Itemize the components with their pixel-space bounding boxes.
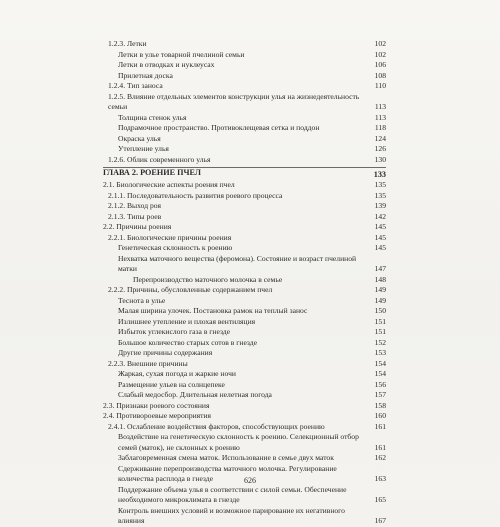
toc-entry-page: 102	[374, 49, 386, 59]
toc-entry-page: 113	[374, 102, 386, 111]
toc-entry-page: 152	[374, 337, 386, 347]
toc-entry-page: 145	[374, 243, 386, 252]
toc-entry	[103, 506, 386, 527]
toc-entry	[103, 317, 386, 328]
toc-entry	[103, 275, 386, 286]
toc-entry-title: Прилетная доска	[118, 70, 173, 80]
toc-entry	[103, 81, 386, 92]
toc-entry	[103, 359, 386, 370]
toc-entry-page: 142	[374, 211, 386, 221]
toc-entry	[103, 369, 386, 380]
toc-entry-title: 2.3. Признаки роевого состояния	[103, 400, 210, 410]
toc-entry	[103, 254, 386, 275]
toc-entry-page: 160	[374, 411, 386, 420]
page-number: 626	[244, 476, 256, 485]
toc-entry-title: 2.2. Причины роения	[103, 222, 172, 231]
toc-entry	[103, 155, 386, 166]
toc-entry-title: Теснота в улье	[118, 295, 166, 305]
toc-entry-page: 102	[374, 39, 386, 48]
toc-entry-title: 2.4.1. Ослабление воздействия факторов, способствующих роению	[108, 421, 325, 431]
toc-entry	[103, 285, 386, 296]
toc-entry-title: Жаркая, сухая погода и жаркие ночи	[118, 369, 236, 378]
toc-entry-page: 110	[374, 81, 386, 90]
toc-entry-title: Другие причины содержания	[118, 348, 213, 357]
toc-entry-title: 1.2.4. Тип заноса	[108, 81, 163, 90]
toc-entry-title: Летки в улье товарной пчелиной семьи	[118, 49, 245, 59]
toc-entry	[103, 144, 386, 155]
toc-entry-title: Окраска улья	[118, 133, 161, 143]
toc-entry-title: 2.1.2. Выход роя	[108, 201, 161, 210]
toc-entry	[103, 411, 386, 422]
toc-entry-page: 145	[374, 232, 386, 242]
toc-entry-page: 139	[374, 201, 386, 210]
toc-entry	[103, 422, 386, 433]
toc-entry-title: Перепроизводство маточного молочка в семье	[133, 274, 283, 284]
toc-entry	[103, 390, 386, 401]
toc-entry-title: ГЛАВА 2. РОЕНИЕ ПЧЕЛ	[103, 168, 201, 177]
toc-entry-title: 2.2.2. Причины, обусловленные содержанием пчел	[108, 285, 273, 294]
toc-entry-page: 148	[374, 274, 386, 284]
toc-entry-page: 161	[374, 442, 386, 452]
toc-entry	[103, 50, 386, 61]
toc-entry-page: 135	[374, 180, 386, 189]
toc-entry	[103, 243, 386, 254]
toc-entry	[103, 327, 386, 338]
toc-entry-title: 2.1. Биологические аспекты роения пчел	[103, 180, 235, 189]
toc-entry-title: 1.2.3. Летки	[108, 39, 147, 48]
toc-entry-title: 2.2.3. Внешние причины	[108, 358, 188, 368]
toc-entry-title: Летки в отводках и нуклеусах	[118, 60, 215, 69]
toc-entry	[103, 338, 386, 349]
toc-chapter	[103, 168, 386, 180]
toc-entry-page: 151	[374, 316, 386, 326]
toc-entry	[103, 222, 386, 233]
toc-entry-page: 167	[374, 516, 386, 525]
toc-entry-title: Размещение ульев на солнцепеке	[118, 379, 225, 389]
toc-entry-page: 147	[374, 264, 386, 273]
toc-entry-title: Поддержание объема улья в соответствии с силой семьи. Обеспечение необходимого микроклимата в гнезде	[118, 484, 347, 504]
toc-entry-title: 2.2.1. Биологические причины роения	[108, 232, 232, 242]
toc-entry-page: 108	[374, 70, 386, 80]
toc-entry-title: Нехватка маточного вещества (феромона). Состояние и возраст пчелиной матки	[118, 253, 357, 273]
toc-entry-page: 154	[374, 358, 386, 368]
toc-entry-page: 149	[374, 285, 386, 294]
toc-entry-page: 106	[374, 60, 386, 69]
toc-entry-page: 113	[374, 112, 386, 122]
toc-entry	[103, 233, 386, 244]
toc-entry-page: 149	[374, 295, 386, 305]
toc-entry-title: Излишнее утепление и плохая вентиляция	[118, 316, 256, 326]
toc-entry-title: 2.1.3. Типы роев	[108, 211, 162, 221]
toc-entry	[103, 401, 386, 412]
toc-entry	[103, 432, 386, 453]
toc-entry-page: 150	[374, 306, 386, 315]
toc-entry-page: 161	[374, 421, 386, 431]
toc-entry-title: 1.2.6. Облик современного улья	[108, 154, 211, 164]
toc-entry	[103, 306, 386, 317]
toc-entry-page: 165	[374, 495, 386, 504]
toc-entry-title: Утепление улья	[118, 144, 169, 153]
toc-entry	[103, 212, 386, 223]
toc-entry-title: Подрамочное пространство. Противоклещевая сетка и поддон	[118, 123, 320, 132]
toc-entry-title: Большое количество старых сотов в гнезде	[118, 337, 258, 347]
toc-entry	[103, 485, 386, 506]
toc-entry-page: 154	[374, 369, 386, 378]
toc-entry-page: 158	[374, 400, 386, 410]
toc-entry-title: 1.2.5. Влияние отдельных элементов конструкции улья на жизнедеятельность семьи	[108, 91, 360, 111]
toc-entry	[103, 71, 386, 82]
toc-entry	[103, 92, 386, 113]
toc-entry-title: 2.4. Противороевые мероприятия	[103, 411, 212, 420]
toc-entry-page: 118	[374, 123, 386, 132]
toc-entry	[103, 380, 386, 391]
toc-entry-title: Избыток углекислого газа в гнезде	[118, 327, 231, 336]
toc-entry-page: 157	[374, 390, 386, 399]
toc-entry	[103, 39, 386, 50]
toc-entry-page: 153	[374, 348, 386, 357]
toc-entry	[103, 134, 386, 145]
toc-entry-title: Сдерживание перепроизводства маточного молочка. Регулирование количества расплода в гнезде	[118, 463, 337, 483]
toc-entry-title: Малая ширина улочек. Постановка рамок на теплый занос	[118, 306, 308, 315]
toc-entry-page: 126	[374, 144, 386, 153]
toc-entry-title: Слабый медосбор. Длительная нелетная погода	[118, 390, 272, 399]
toc-entry-title: Контроль внешних условий и возможное парирование их негативного влияния	[118, 505, 345, 525]
toc-entry-page: 151	[374, 327, 386, 336]
toc-entry	[103, 191, 386, 202]
toc-entry-title: 2.1.1. Последовательность развития роевого процесса	[108, 190, 283, 200]
toc-entry-title: Генетическая склонность к роению	[118, 243, 233, 252]
toc-entry-page: 162	[374, 453, 386, 462]
toc-entry-title: Толщина стенок улья	[118, 112, 187, 122]
toc-entry-title: Воздействие на генетическую склонность к роению. Селекционный отбор семей (маток), не склонных к роению	[118, 432, 359, 452]
toc-entry	[103, 453, 386, 464]
toc-entry-page: 124	[374, 133, 386, 143]
toc-entry	[103, 113, 386, 124]
toc-entry-page: 163	[374, 474, 386, 483]
toc-entry	[103, 348, 386, 359]
toc-entry-page: 135	[374, 190, 386, 200]
table-of-contents	[103, 39, 386, 527]
toc-entry	[103, 60, 386, 71]
toc-entry-page: 133	[373, 169, 386, 179]
toc-entry	[103, 180, 386, 191]
toc-entry	[103, 296, 386, 307]
toc-entry-page: 156	[374, 379, 386, 389]
toc-entry-page: 130	[374, 154, 386, 164]
toc-entry	[103, 123, 386, 134]
toc-entry-page: 145	[374, 222, 386, 231]
toc-entry	[103, 201, 386, 212]
toc-entry-title: Заблаговременная смена маток. Использование в семье двух маток	[118, 453, 334, 462]
